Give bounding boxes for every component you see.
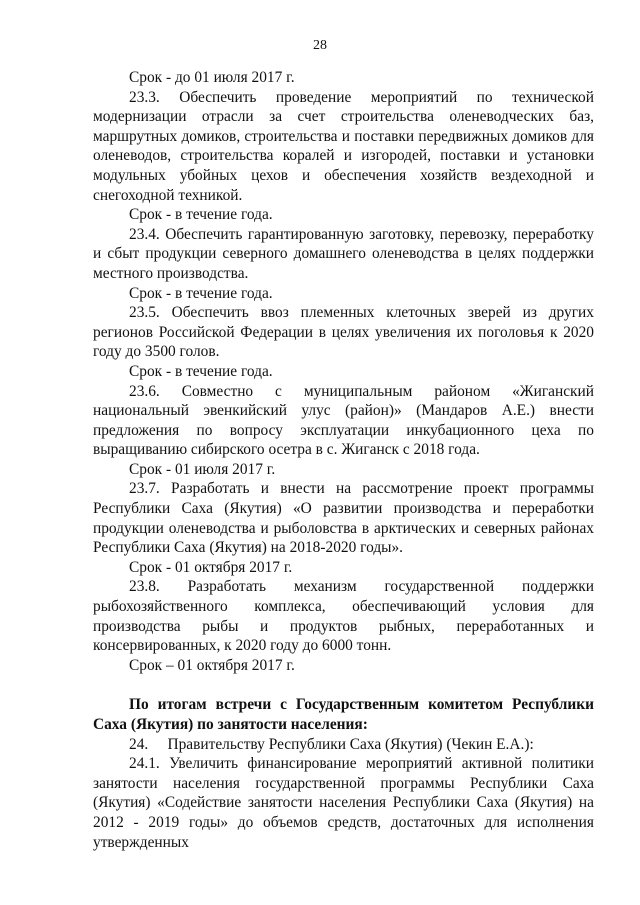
section-heading: По итогам встречи с Государственным комитетом Республики Саха (Якутия) по занятости населения:: [93, 696, 594, 733]
deadline-text: Срок - 01 октября 2017 г.: [129, 558, 293, 576]
paragraph-24-1: 24.1. Увеличить финансирование мероприятий активной политики занятости населения государственной программы Республики Саха (Якутия) «Содействие занятости населения Республики Саха (Якутия) на 2012 - 2019 годы» до объемов средств, достаточных для исполнения утвержденных: [93, 755, 594, 851]
document-body: [93, 68, 594, 852]
deadline-text: Срок - в течение года.: [129, 362, 273, 380]
deadline-text: Срок - в течение года.: [129, 206, 273, 224]
paragraph-23-7: 23.7. Разработать и внести на рассмотрение проект программы Республики Саха (Якутия) «О развитии производства и переработки продукции оленеводства и рыболовства в арктических и северных районах Республики Саха (Якутия) на 2018-2020 годы».: [93, 480, 594, 557]
paragraph-23-4: 23.4. Обеспечить гарантированную заготовку, перевозку, переработку и сбыт продукции северного домашнего оленеводства в целях поддержки местного производства.: [93, 225, 594, 282]
paragraph-23-5: 23.5. Обеспечить ввоз племенных клеточных зверей из других регионов Российской Федерации в целях увеличения их поголовья к 2020 году до 3500 голов.: [93, 304, 594, 361]
page-number: 28: [313, 38, 327, 53]
deadline-text: Срок – 01 октября 2017 г.: [129, 656, 295, 674]
paragraph-24: 24. Правительству Республики Саха (Якутия) (Чекин Е.А.):: [129, 735, 534, 753]
paragraph-23-8: 23.8. Разработать механизм государственной поддержки рыбохозяйственного комплекса, обеспечивающий условия для производства рыбы и продуктов рыбных, переработанных и консервированных, к 2020 году до 6000 тонн.: [93, 578, 594, 655]
deadline-text: Срок - 01 июля 2017 г.: [129, 460, 276, 478]
deadline-text: Срок - до 01 июля 2017 г.: [129, 69, 295, 86]
paragraph-23-3: 23.3. Обеспечить проведение мероприятий по технической модернизации отрасли за счет строительства оленеводческих баз, маршрутных домиков, строительства и поставки передвижных домиков для оленеводов, строительства коралей и изгородей, поставки и установки модульных убойных цехов и обеспечения хозяйств вездеходной и снегоходной техникой.: [93, 88, 594, 204]
deadline-text: Срок - в течение года.: [129, 284, 273, 302]
paragraph-23-6: 23.6. Совместно с муниципальным районом «Жиганский национальный эвенкийский улус (район)» (Мандаров А.Е.) внести предложения по вопросу эксплуатации инкубационного цеха по выращиванию сибирского осетра в с. Жиганск с 2018 года.: [93, 382, 594, 459]
